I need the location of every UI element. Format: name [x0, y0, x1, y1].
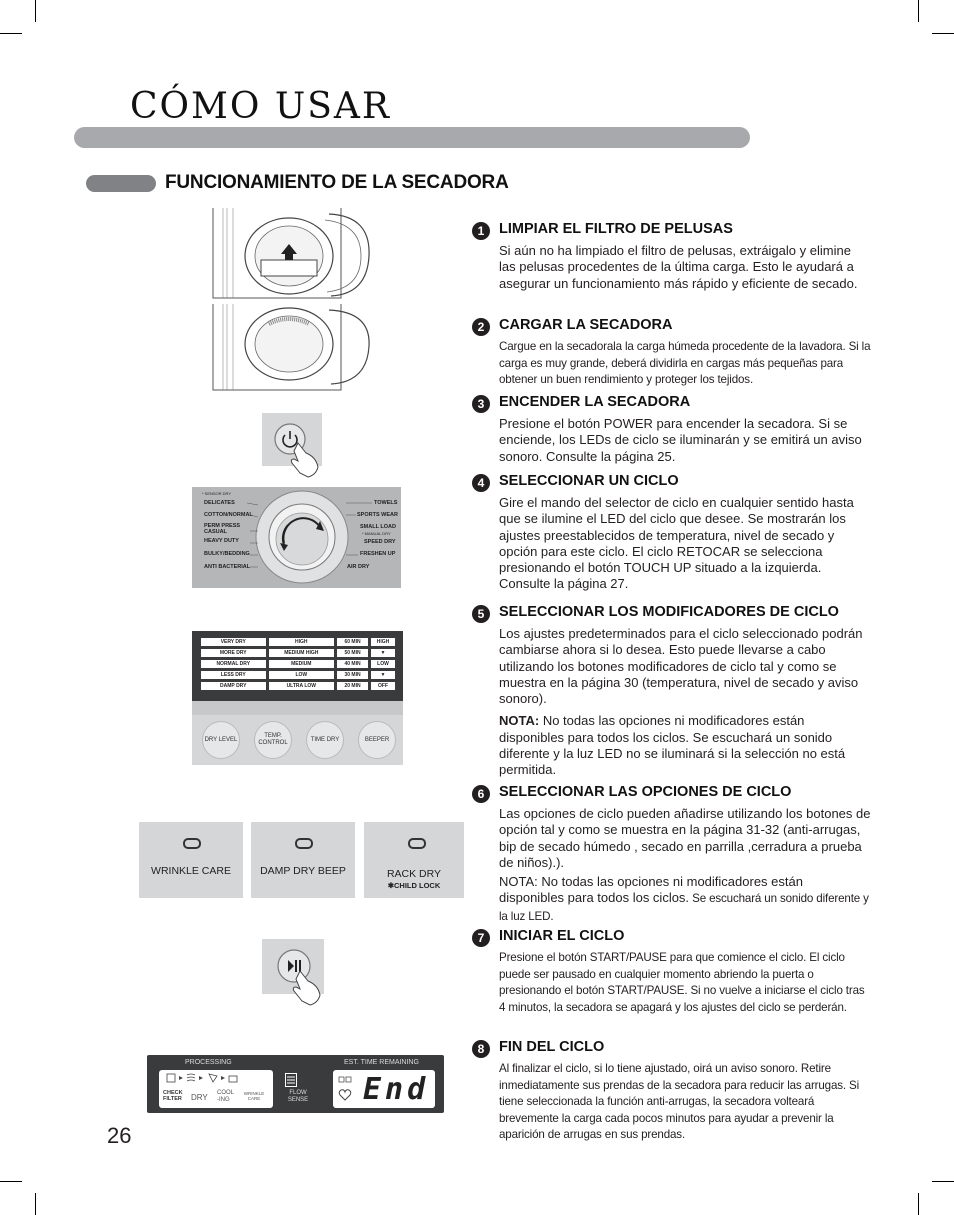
- wrinkle-care-indicator: WRINKLE CARE: [243, 1091, 265, 1101]
- modifier-row: [201, 671, 395, 679]
- beeper-button[interactable]: BEEPER: [358, 721, 396, 759]
- start-pause-illustration: [262, 939, 324, 994]
- dial-left-2: PERM PRESS CASUAL: [204, 523, 241, 535]
- crop-mark: [918, 0, 919, 22]
- step-title: SELECCIONAR UN CICLO: [499, 473, 679, 489]
- dial-right-5: FRESHEN UP: [360, 551, 396, 557]
- step-body: Si aún no ha limpiado el filtro de pelusas, extráigalo y elimine las pelusas procedentes de la última carga. Esto le ayudará a asegurar un funcionamiento más rápido y eficiente de secado.: [499, 243, 858, 291]
- modifier-cell: 40 MIN: [337, 660, 368, 668]
- step-title: INICIAR EL CICLO: [499, 928, 625, 944]
- modifier-grid: [198, 635, 398, 693]
- step-number: 1: [472, 222, 490, 240]
- step-body: Los ajustes predeterminados para el ciclo seleccionado podrán cambiarse ahora si lo desea. Esto puede llevarse a cabo utilizando los botones modificadores de ciclo tal y como se muestra en la página 30 (temperatura, nivel de secado y aviso sonoro). NOTA: No todas las opciones ni modificadores están disponibles para todos los ciclos. Se escuchará un sonido diferente y la luz LED no se iluminará si la selección no está permitida.: [499, 626, 871, 779]
- est-time-label: EST. TIME REMAINING: [344, 1059, 419, 1066]
- dial-right-2: SMALL LOAD: [360, 524, 396, 530]
- dial-left-4: BULKY/BEDDING: [204, 551, 250, 557]
- damp-dry-beep-option[interactable]: [251, 822, 355, 898]
- option-label: RACK DRY: [386, 868, 442, 880]
- modifier-grid-bg: [192, 631, 403, 701]
- step-title: LIMPIAR EL FILTRO DE PELUSAS: [499, 221, 733, 237]
- step-body: Presione el botón START/PAUSE para que comience el ciclo. El ciclo puede ser pausado en cualquier momento abriendo la puerta o presionando el botón START/PAUSE. Si no vuelve a iniciarse el ciclo tras 4 minutos, la secadora se apagará y los ajustes del ciclo se perderán.: [499, 951, 865, 1014]
- modifier-cell: HIGH: [269, 638, 335, 646]
- modifier-cell: 50 MIN: [337, 649, 368, 657]
- modifier-cell: NORMAL DRY: [201, 660, 266, 668]
- wrinkle-care-option[interactable]: [139, 822, 243, 898]
- step-title: ENCENDER LA SECADORA: [499, 394, 691, 410]
- section-pill: [86, 175, 156, 192]
- section-title: FUNCIONAMIENTO DE LA SECADORA: [165, 172, 509, 193]
- dial-right-3: * MANUAL DRY: [362, 531, 391, 536]
- processing-display: [159, 1070, 273, 1108]
- step-note: NOTA: No todas las opciones ni modificadores están disponibles para todos los ciclos. Se escuchará un sonido diferente y la luz LED no se iluminará si la selección no está permitida.: [499, 713, 846, 778]
- dryer-illustration: [211, 206, 371, 392]
- modifier-cell: LESS DRY: [201, 671, 266, 679]
- modifier-cell: LOW: [371, 660, 395, 668]
- led-indicator: [183, 838, 201, 849]
- crop-mark: [35, 0, 36, 22]
- option-label: DAMP DRY BEEP: [260, 865, 346, 877]
- step-number: 2: [472, 318, 490, 336]
- dial-left-3: HEAVY DUTY: [204, 538, 239, 544]
- crop-mark: [918, 1193, 919, 1215]
- child-lock-label: ✱CHILD LOCK: [387, 881, 441, 890]
- step-body: Presione el botón POWER para encender la secadora. Si se enciende, los LEDs de ciclo se iluminarán y se emitirá un aviso sonoro. Consulte la página 25.: [499, 416, 862, 464]
- dry-label: DRY: [191, 1093, 208, 1102]
- step-number: 4: [472, 474, 490, 492]
- modifier-cell: ▼: [371, 671, 395, 679]
- modifier-cell: 30 MIN: [337, 671, 368, 679]
- step-note: NOTA: No todas las opciones ni modificadores están disponibles para todos los ciclos. Se escuchará un sonido diferente y la luz LED.: [499, 874, 869, 923]
- title-bar: [74, 127, 750, 148]
- dial-right-6: AIR DRY: [347, 564, 370, 570]
- led-indicator: [408, 838, 426, 849]
- modifier-cell: DAMP DRY: [201, 682, 266, 690]
- modifier-cell: ▼: [371, 649, 395, 657]
- step-body: Cargue en la secadorala la carga húmeda procedente de la lavadora. Si la carga es muy grande, deberá dividirla en cargas más pequeñas para obtener un buen rendimiento y proteger los tejidos.: [499, 340, 871, 387]
- modifier-row: [201, 682, 395, 690]
- cooling-label: COOL -ING: [217, 1090, 234, 1103]
- modifier-cell: ULTRA LOW: [269, 682, 335, 690]
- dry-level-button[interactable]: DRY LEVEL: [202, 721, 240, 759]
- modifier-cell: 60 MIN: [337, 638, 368, 646]
- modifier-cell: MEDIUM HIGH: [269, 649, 335, 657]
- time-dry-button[interactable]: TIME DRY: [306, 721, 344, 759]
- step-number: 6: [472, 785, 490, 803]
- cycle-dial-panel: [192, 487, 401, 588]
- modifier-cell: MORE DRY: [201, 649, 266, 657]
- page-title: CÓMO USAR: [130, 86, 391, 127]
- sensor-dry-label: * SENSOR DRY: [202, 491, 232, 496]
- time-readout: End: [363, 1072, 430, 1107]
- modifier-cell: HIGH: [371, 638, 395, 646]
- step-title: SELECCIONAR LOS MODIFICADORES DE CICLO: [499, 604, 839, 620]
- modifier-cell: MEDIUM: [269, 660, 335, 668]
- page-number: 26: [107, 1123, 132, 1148]
- step-title: CARGAR LA SECADORA: [499, 317, 673, 333]
- step-body: Las opciones de ciclo pueden añadirse utilizando los botones de opción tal y como se muestra en la página 31-32 (anti-arrugas, bip de secado húmedo , secado en parrilla ,cerradura a prueba de niños).). NOTA: No todas las opciones ni modificadores están disponibles para todos los ciclos. Se escuchará un sonido diferente y la luz LED.: [499, 806, 871, 925]
- crop-mark: [932, 33, 954, 34]
- modifier-row: [201, 638, 395, 646]
- flow-sense-label: FLOW SENSE: [287, 1090, 309, 1103]
- led-indicator: [295, 838, 313, 849]
- temp-control-button[interactable]: TEMP. CONTROL: [254, 721, 292, 759]
- rack-dry-option[interactable]: [364, 822, 464, 898]
- modifier-cell: 20 MIN: [337, 682, 368, 690]
- modifier-buttons: [192, 715, 403, 765]
- processing-label: PROCESSING: [185, 1059, 232, 1066]
- modifier-panel: [192, 631, 403, 765]
- crop-mark: [0, 33, 22, 34]
- check-filter-label: CHECK FILTER: [163, 1090, 183, 1102]
- crop-mark: [0, 1181, 22, 1182]
- modifier-cell: OFF: [371, 682, 395, 690]
- step-body: Al finalizar el ciclo, si lo tiene ajustado, oirá un aviso sonoro. Retire inmediatamente sus prendas de la secadora para reducir las arrugas. Si tiene seleccionada la función anti-arrugas, la secadora volteará brevemente la carga cada pocos minutos para ayudar a prevenir la aparición de arrugas en sus prendas.: [499, 1062, 860, 1142]
- dial-left-0: DELICATES: [204, 500, 235, 506]
- dial-right-4: SPEED DRY: [364, 539, 396, 545]
- time-display: [333, 1070, 435, 1108]
- step-body: Gire el mando del selector de ciclo en cualquier sentido hasta que se ilumine el LED del ciclo que desee. Se mostrarán los ajustes preestablecidos de temperatura, nivel de secado y opción para este ciclo. El ciclo RETOCAR se selecciona presionando el botón TOUCH UP situado a la izquierda. Consulte la página 27.: [499, 495, 854, 592]
- modifier-row: [201, 649, 395, 657]
- step-number: 3: [472, 395, 490, 413]
- step-number: 5: [472, 605, 490, 623]
- dial-left-5: ANTI BACTERIAL: [204, 564, 251, 570]
- step-title: SELECCIONAR LAS OPCIONES DE CICLO: [499, 784, 792, 800]
- modifier-cell: VERY DRY: [201, 638, 266, 646]
- step-title: FIN DEL CICLO: [499, 1039, 605, 1055]
- step-number: 8: [472, 1040, 490, 1058]
- dial-right-1: SPORTS WEAR: [357, 512, 398, 518]
- dial-left-1: COTTON/NORMAL: [204, 512, 253, 518]
- modifier-row: [201, 660, 395, 668]
- power-button-illustration: [262, 413, 322, 466]
- crop-mark: [932, 1181, 954, 1182]
- dial-right-0: TOWELS: [374, 500, 398, 506]
- display-panel: [147, 1055, 444, 1113]
- crop-mark: [35, 1193, 36, 1215]
- step-number: 7: [472, 929, 490, 947]
- option-label: WRINKLE CARE: [151, 865, 231, 877]
- modifier-cell: LOW: [269, 671, 335, 679]
